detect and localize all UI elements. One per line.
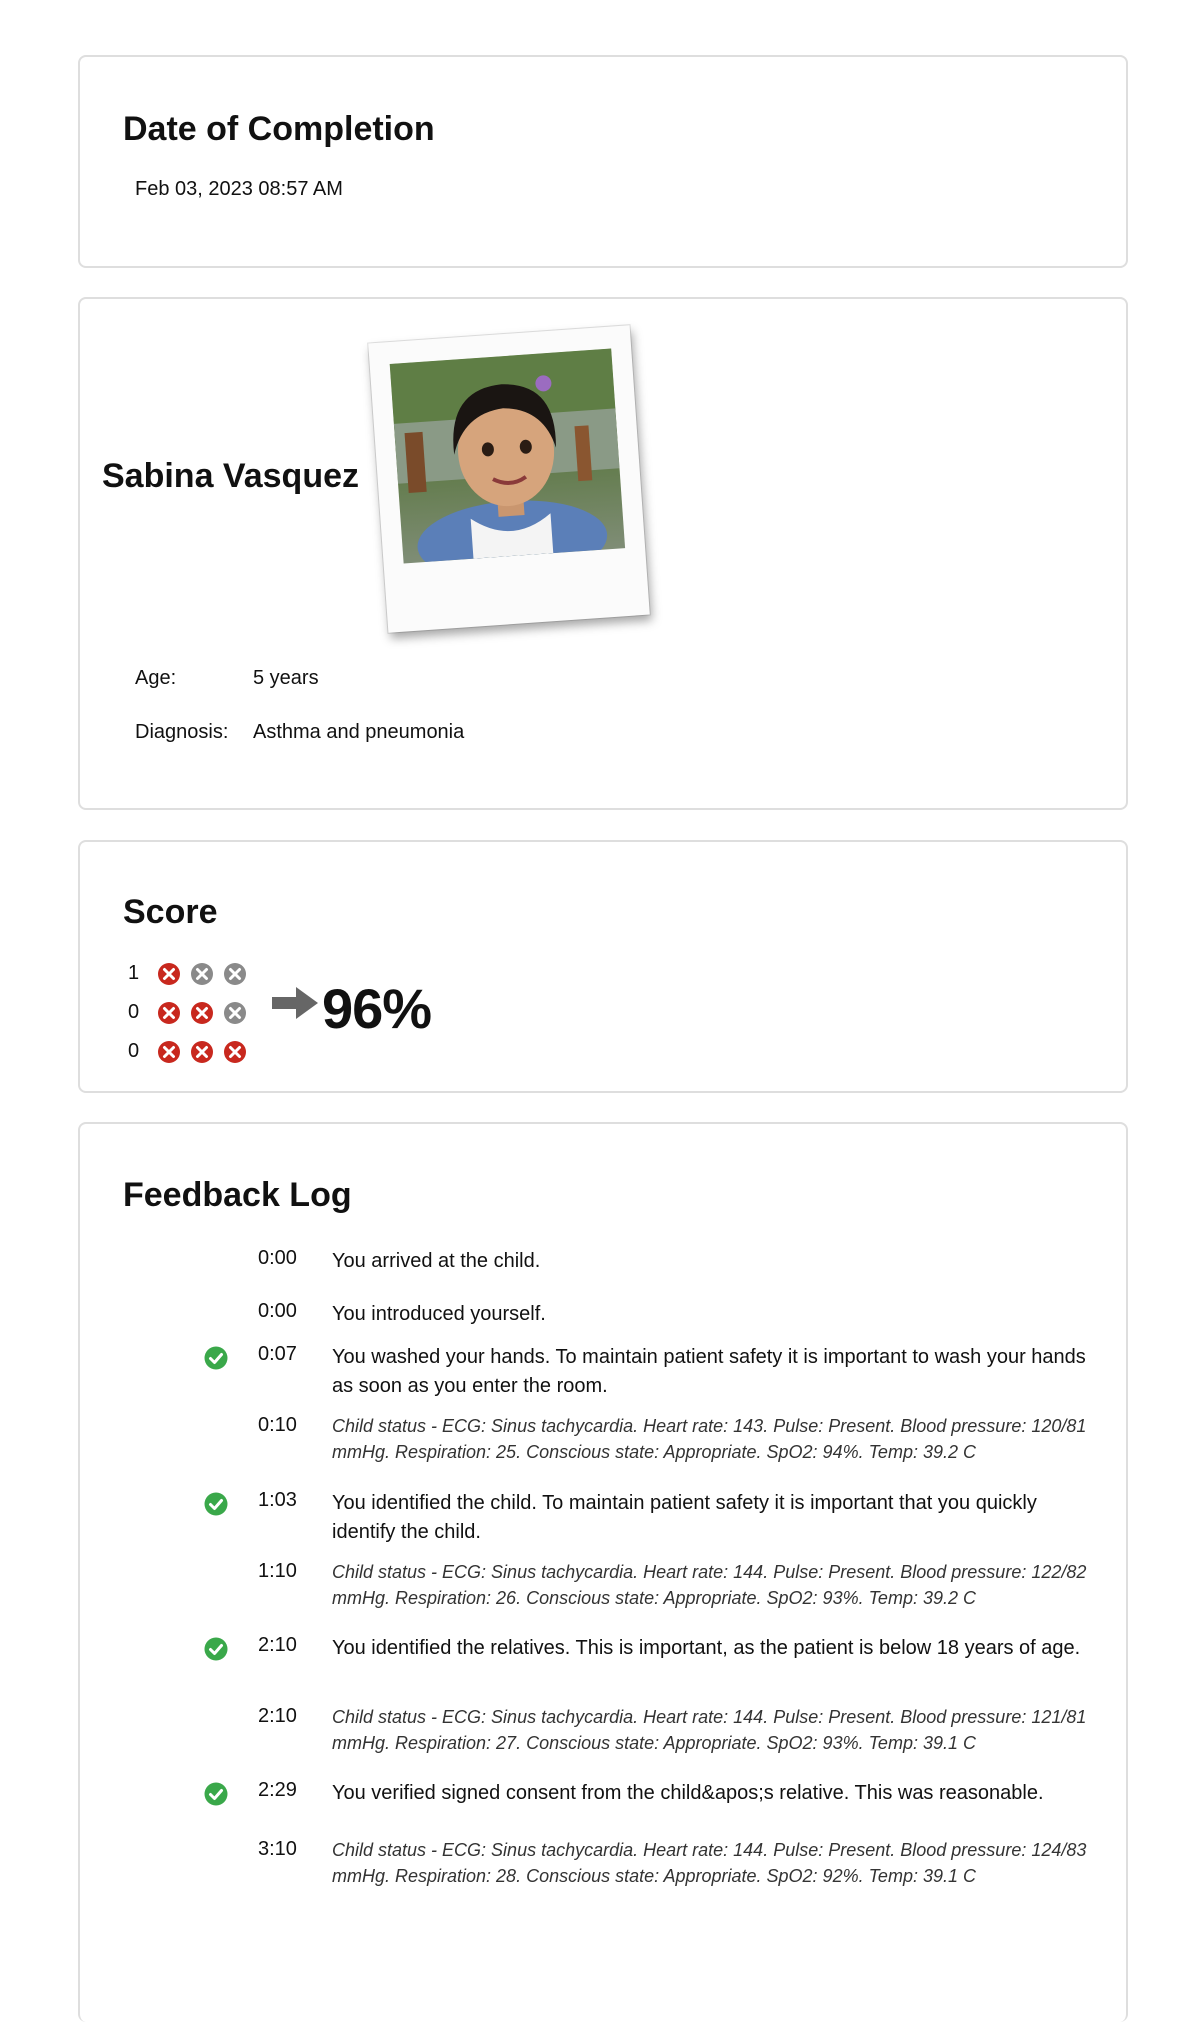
feedback-log-message: You arrived at the child. (332, 1250, 541, 1272)
feedback-log-status-text: Child status - ECG: Sinus tachycardia. Heart rate: 144. Pulse: Present. Blood pressure: 124/83 mmHg. Respiration: 28. Conscious state: Appropriate. SpO2: 92%. Temp: 39.1 C (332, 1840, 1087, 1886)
check-circle-icon (204, 1637, 228, 1661)
patient-photo-frame (368, 325, 650, 633)
feedback-log-time: 1:03 (258, 1489, 297, 1511)
feedback-log-message: You washed your hands. To maintain patient safety it is important to wash your hands as soon as you enter the room. (332, 1346, 1086, 1397)
error-x-icon (223, 1040, 247, 1064)
inactive-x-icon (223, 962, 247, 986)
age-row (135, 667, 319, 690)
score-row (128, 954, 247, 993)
error-x-icon (190, 1040, 214, 1064)
score-rows (128, 954, 247, 1071)
check-circle-icon (204, 1346, 228, 1370)
feedback-log-time: 2:10 (258, 1705, 297, 1727)
age-label: Age: (135, 667, 177, 689)
diagnosis-row (135, 721, 464, 744)
error-x-icon (157, 1040, 181, 1064)
check-circle-icon (204, 1782, 228, 1806)
feedback-log-time: 0:00 (258, 1300, 297, 1322)
feedback-log-time: 1:10 (258, 1560, 297, 1582)
check-circle-icon (204, 1492, 228, 1516)
diagnosis-label: Diagnosis: (135, 721, 229, 743)
feedback-log-message: You identified the relatives. This is important, as the patient is below 18 years of age. (332, 1637, 1081, 1659)
error-x-icon (190, 1001, 214, 1025)
arrow-right-icon (272, 987, 318, 1019)
score-title: Score (123, 893, 218, 931)
feedback-log-time: 0:10 (258, 1414, 297, 1436)
patient-photo (390, 349, 625, 564)
error-x-icon (157, 1001, 181, 1025)
completion-card (78, 55, 1128, 268)
feedback-log-time: 2:10 (258, 1634, 297, 1656)
inactive-x-icon (190, 962, 214, 986)
score-row (128, 1032, 247, 1071)
feedback-log-title: Feedback Log (123, 1176, 352, 1214)
feedback-log-card (78, 1122, 1128, 2022)
feedback-log-message: You verified signed consent from the child&apos;s relative. This was reasonable. (332, 1782, 1044, 1804)
feedback-log-message: You introduced yourself. (332, 1303, 546, 1325)
feedback-log-time: 2:29 (258, 1779, 297, 1801)
feedback-log-status-text: Child status - ECG: Sinus tachycardia. Heart rate: 144. Pulse: Present. Blood pressure: 122/82 mmHg. Respiration: 26. Conscious state: Appropriate. SpO2: 93%. Temp: 39.2 C (332, 1562, 1087, 1608)
feedback-log-time: 0:00 (258, 1247, 297, 1269)
completion-date: Feb 03, 2023 08:57 AM (135, 178, 343, 200)
score-row (128, 993, 247, 1032)
feedback-log-status-text: Child status - ECG: Sinus tachycardia. Heart rate: 143. Pulse: Present. Blood pressure: 120/81 mmHg. Respiration: 25. Conscious state: Appropriate. SpO2: 94%. Temp: 39.2 C (332, 1416, 1087, 1462)
age-value: 5 years (253, 667, 319, 689)
feedback-log-time: 3:10 (258, 1838, 297, 1860)
feedback-log-message: You identified the child. To maintain patient safety it is important that you quickly identify the child. (332, 1492, 1037, 1543)
inactive-x-icon (223, 1001, 247, 1025)
score-row-count: 0 (128, 1001, 140, 1023)
completion-title: Date of Completion (123, 110, 435, 148)
score-value: 96% (322, 977, 432, 1040)
diagnosis-value: Asthma and pneumonia (253, 721, 465, 743)
feedback-log-time: 0:07 (258, 1343, 297, 1365)
patient-name: Sabina Vasquez (102, 457, 359, 495)
feedback-log-status-text: Child status - ECG: Sinus tachycardia. Heart rate: 144. Pulse: Present. Blood pressure: 121/81 mmHg. Respiration: 27. Conscious state: Appropriate. SpO2: 93%. Temp: 39.1 C (332, 1707, 1087, 1753)
score-row-count: 0 (128, 1040, 140, 1062)
error-x-icon (157, 962, 181, 986)
score-card (78, 840, 1128, 1093)
score-row-count: 1 (128, 962, 140, 984)
patient-card (78, 297, 1128, 810)
